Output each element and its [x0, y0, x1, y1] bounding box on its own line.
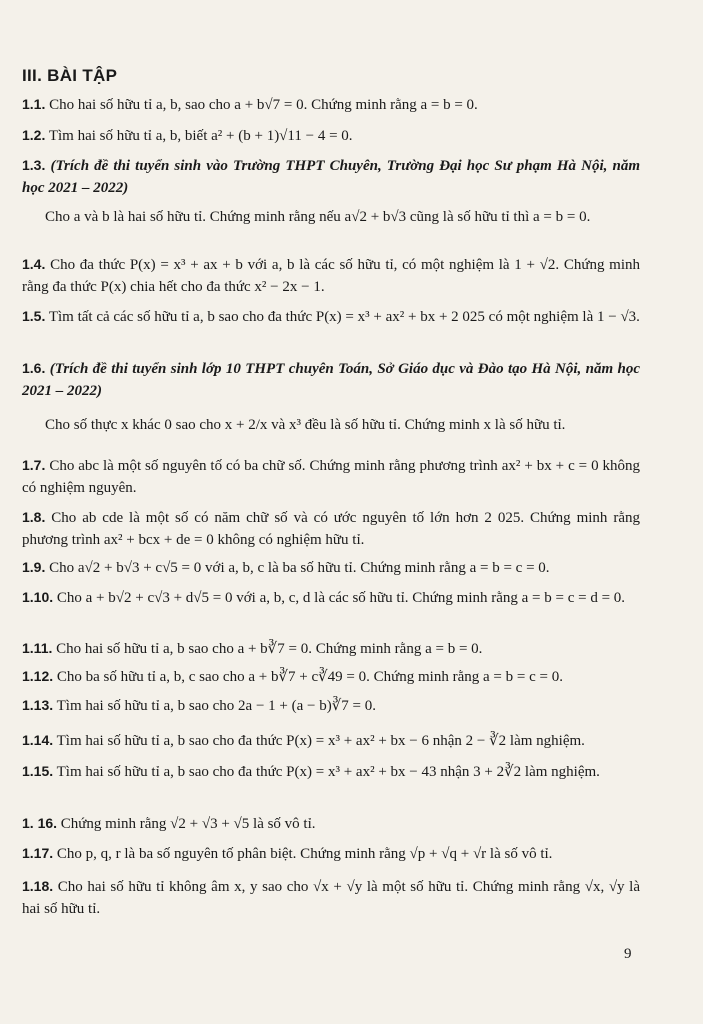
exercise-source: (Trích đề thi tuyển sinh vào Trường THPT Chuyên, Trường Đại học Sư phạm Hà Nội, năm học 2021 – 2022) — [22, 158, 640, 196]
exercise-1-16: 1. 16. Chứng minh rằng √2 + √3 + √5 là số vô tỉ. — [22, 815, 316, 832]
exercise-1-5: 1.5. Tìm tất cả các số hữu tỉ a, b sao cho đa thức P(x) = x³ + ax² + bx + 2 025 có một nghiệm là 1 − √3. — [22, 308, 640, 325]
exercise-1-3: 1.3. (Trích đề thi tuyển sinh vào Trường THPT Chuyên, Trường Đại học Sư phạm Hà Nội, năm học 2021 – 2022) Cho a và b là hai số hữu tỉ. Chứng minh rằng nếu a√2 + b√3 cũng là số hữu tỉ thì a = b = 0. — [22, 154, 640, 228]
exercise-text: Cho a√2 + b√3 + c√5 = 0 với a, b, c là ba số hữu tỉ. Chứng minh rằng a = b = c = 0. — [49, 560, 550, 576]
exercise-1-2: 1.2. Tìm hai số hữu tỉ a, b, biết a² + (b + 1)√11 − 4 = 0. — [22, 127, 353, 144]
exercise-text: Tìm hai số hữu tỉ a, b sao cho 2a − 1 + (a − b)∛7 = 0. — [56, 698, 377, 714]
exercise-1-18: 1.18. Cho hai số hữu tỉ không âm x, y sao cho √x + √y là một số hữu tỉ. Chứng minh rằng √x, √y là hai số hữu tỉ. — [22, 878, 641, 917]
exercise-1-13: 1.13. Tìm hai số hữu tỉ a, b sao cho 2a − 1 + (a − b)∛7 = 0. — [22, 697, 377, 714]
exercise-1-7: 1.7. Cho abc là một số nguyên tố có ba chữ số. Chứng minh rằng phương trình ax² + bx + c = 0 không có nghiệm nguyên. — [22, 457, 641, 496]
exercise-1-1: 1.1. Cho hai số hữu tỉ a, b, sao cho a + b√7 = 0. Chứng minh rằng a = b = 0. — [22, 96, 478, 113]
exercise-text: Cho đa thức P(x) = x³ + ax + b với a, b là các số hữu tỉ, có một nghiệm là 1 + √2. Chứng minh rằng đa thức P(x) chia hết cho đa thức x² − 2x − 1. — [22, 257, 640, 295]
exercise-1-14: 1.14. Tìm hai số hữu tỉ a, b sao cho đa thức P(x) = x³ + ax² + bx − 6 nhận 2 − ∛2 làm nghiệm. — [22, 732, 585, 749]
exercise-1-11: 1.11. Cho hai số hữu tỉ a, b sao cho a + b∛7 = 0. Chứng minh rằng a = b = 0. — [22, 640, 483, 657]
exercise-text: Cho p, q, r là ba số nguyên tố phân biệt. Chứng minh rằng √p + √q + √r là số vô tỉ. — [56, 846, 553, 862]
exercise-text: Tìm hai số hữu tỉ a, b sao cho đa thức P(x) = x³ + ax² + bx − 6 nhận 2 − ∛2 làm nghiệm. — [56, 733, 585, 749]
exercise-source: (Trích đề thi tuyển sinh lớp 10 THPT chuyên Toán, Sở Giáo dục và Đào tạo Hà Nội, năm học 2021 – 2022) — [22, 361, 640, 399]
exercise-text: Cho abc là một số nguyên tố có ba chữ số. Chứng minh rằng phương trình ax² + bx + c = 0 không có nghiệm nguyên. — [22, 458, 641, 496]
exercise-1-17: 1.17. Cho p, q, r là ba số nguyên tố phân biệt. Chứng minh rằng √p + √q + √r là số vô tỉ. — [22, 845, 553, 862]
exercise-text: Cho a + b√2 + c√3 + d√5 = 0 với a, b, c, d là các số hữu tỉ. Chứng minh rằng a = b = c = d = 0. — [56, 590, 626, 606]
exercise-1-9: 1.9. Cho a√2 + b√3 + c√5 = 0 với a, b, c là ba số hữu tỉ. Chứng minh rằng a = b = c = 0. — [22, 559, 550, 576]
exercise-text: Tìm hai số hữu tỉ a, b sao cho đa thức P(x) = x³ + ax² + bx − 43 nhận 3 + 2∛2 làm nghiệm. — [56, 764, 600, 780]
exercise-text: Cho hai số hữu tỉ a, b, sao cho a + b√7 = 0. Chứng minh rằng a = b = 0. — [49, 97, 478, 113]
exercise-text: Cho hai số hữu tỉ không âm x, y sao cho √x + √y là một số hữu tỉ. Chứng minh rằng √x, √y là hai số hữu tỉ. — [22, 879, 641, 917]
exercise-1-6: 1.6. (Trích đề thi tuyển sinh lớp 10 THPT chuyên Toán, Sở Giáo dục và Đào tạo Hà Nội, năm học 2021 – 2022) Cho số thực x khác 0 sao cho x + 2/x và x³ đều là số hữu tỉ. Chứng minh x là số hữu tỉ. — [22, 357, 640, 436]
exercise-1-15: 1.15. Tìm hai số hữu tỉ a, b sao cho đa thức P(x) = x³ + ax² + bx − 43 nhận 3 + 2∛2 làm nghiệm. — [22, 763, 600, 780]
section-heading: III. BÀI TẬP — [22, 66, 118, 85]
page-number: 9 — [624, 946, 632, 962]
exercise-text: Tìm hai số hữu tỉ a, b, biết a² + (b + 1)√11 − 4 = 0. — [48, 128, 353, 144]
exercise-text: Chứng minh rằng √2 + √3 + √5 là số vô tỉ. — [60, 816, 316, 832]
exercise-1-8: 1.8. Cho ab cde là một số có năm chữ số và có ước nguyên tố lớn hơn 2 025. Chứng minh rằng phương trình ax² + bcx + de = 0 không có nghiệm hữu tỉ. — [22, 509, 640, 548]
exercise-1-12: 1.12. Cho ba số hữu tỉ a, b, c sao cho a + b∛7 + c∛49 = 0. Chứng minh rằng a = b = c = 0. — [22, 668, 563, 685]
exercise-text: Cho ba số hữu tỉ a, b, c sao cho a + b∛7 + c∛49 = 0. Chứng minh rằng a = b = c = 0. — [56, 669, 563, 685]
exercise-1-4: 1.4. Cho đa thức P(x) = x³ + ax + b với a, b là các số hữu tỉ, có một nghiệm là 1 + √2. Chứng minh rằng đa thức P(x) chia hết cho đa thức x² − 2x − 1. — [22, 256, 640, 295]
exercise-text: Cho hai số hữu tỉ a, b sao cho a + b∛7 = 0. Chứng minh rằng a = b = 0. — [56, 641, 483, 657]
exercise-text: Tìm tất cả các số hữu tỉ a, b sao cho đa thức P(x) = x³ + ax² + bx + 2 025 có một nghiệm là 1 − √3. — [48, 309, 640, 325]
exercise-text: Cho số thực x khác 0 sao cho x + 2/x và x³ đều là số hữu tỉ. Chứng minh x là số hữu tỉ. — [45, 417, 566, 433]
exercise-text: Cho a và b là hai số hữu tỉ. Chứng minh rằng nếu a√2 + b√3 cũng là số hữu tỉ thì a = b = 0. — [45, 209, 591, 225]
exercise-1-10: 1.10. Cho a + b√2 + c√3 + d√5 = 0 với a, b, c, d là các số hữu tỉ. Chứng minh rằng a = b = c = d = 0. — [22, 589, 626, 606]
exercise-text: Cho ab cde là một số có năm chữ số và có ước nguyên tố lớn hơn 2 025. Chứng minh rằng phương trình ax² + bcx + de = 0 không có nghiệm hữu tỉ. — [22, 510, 640, 548]
